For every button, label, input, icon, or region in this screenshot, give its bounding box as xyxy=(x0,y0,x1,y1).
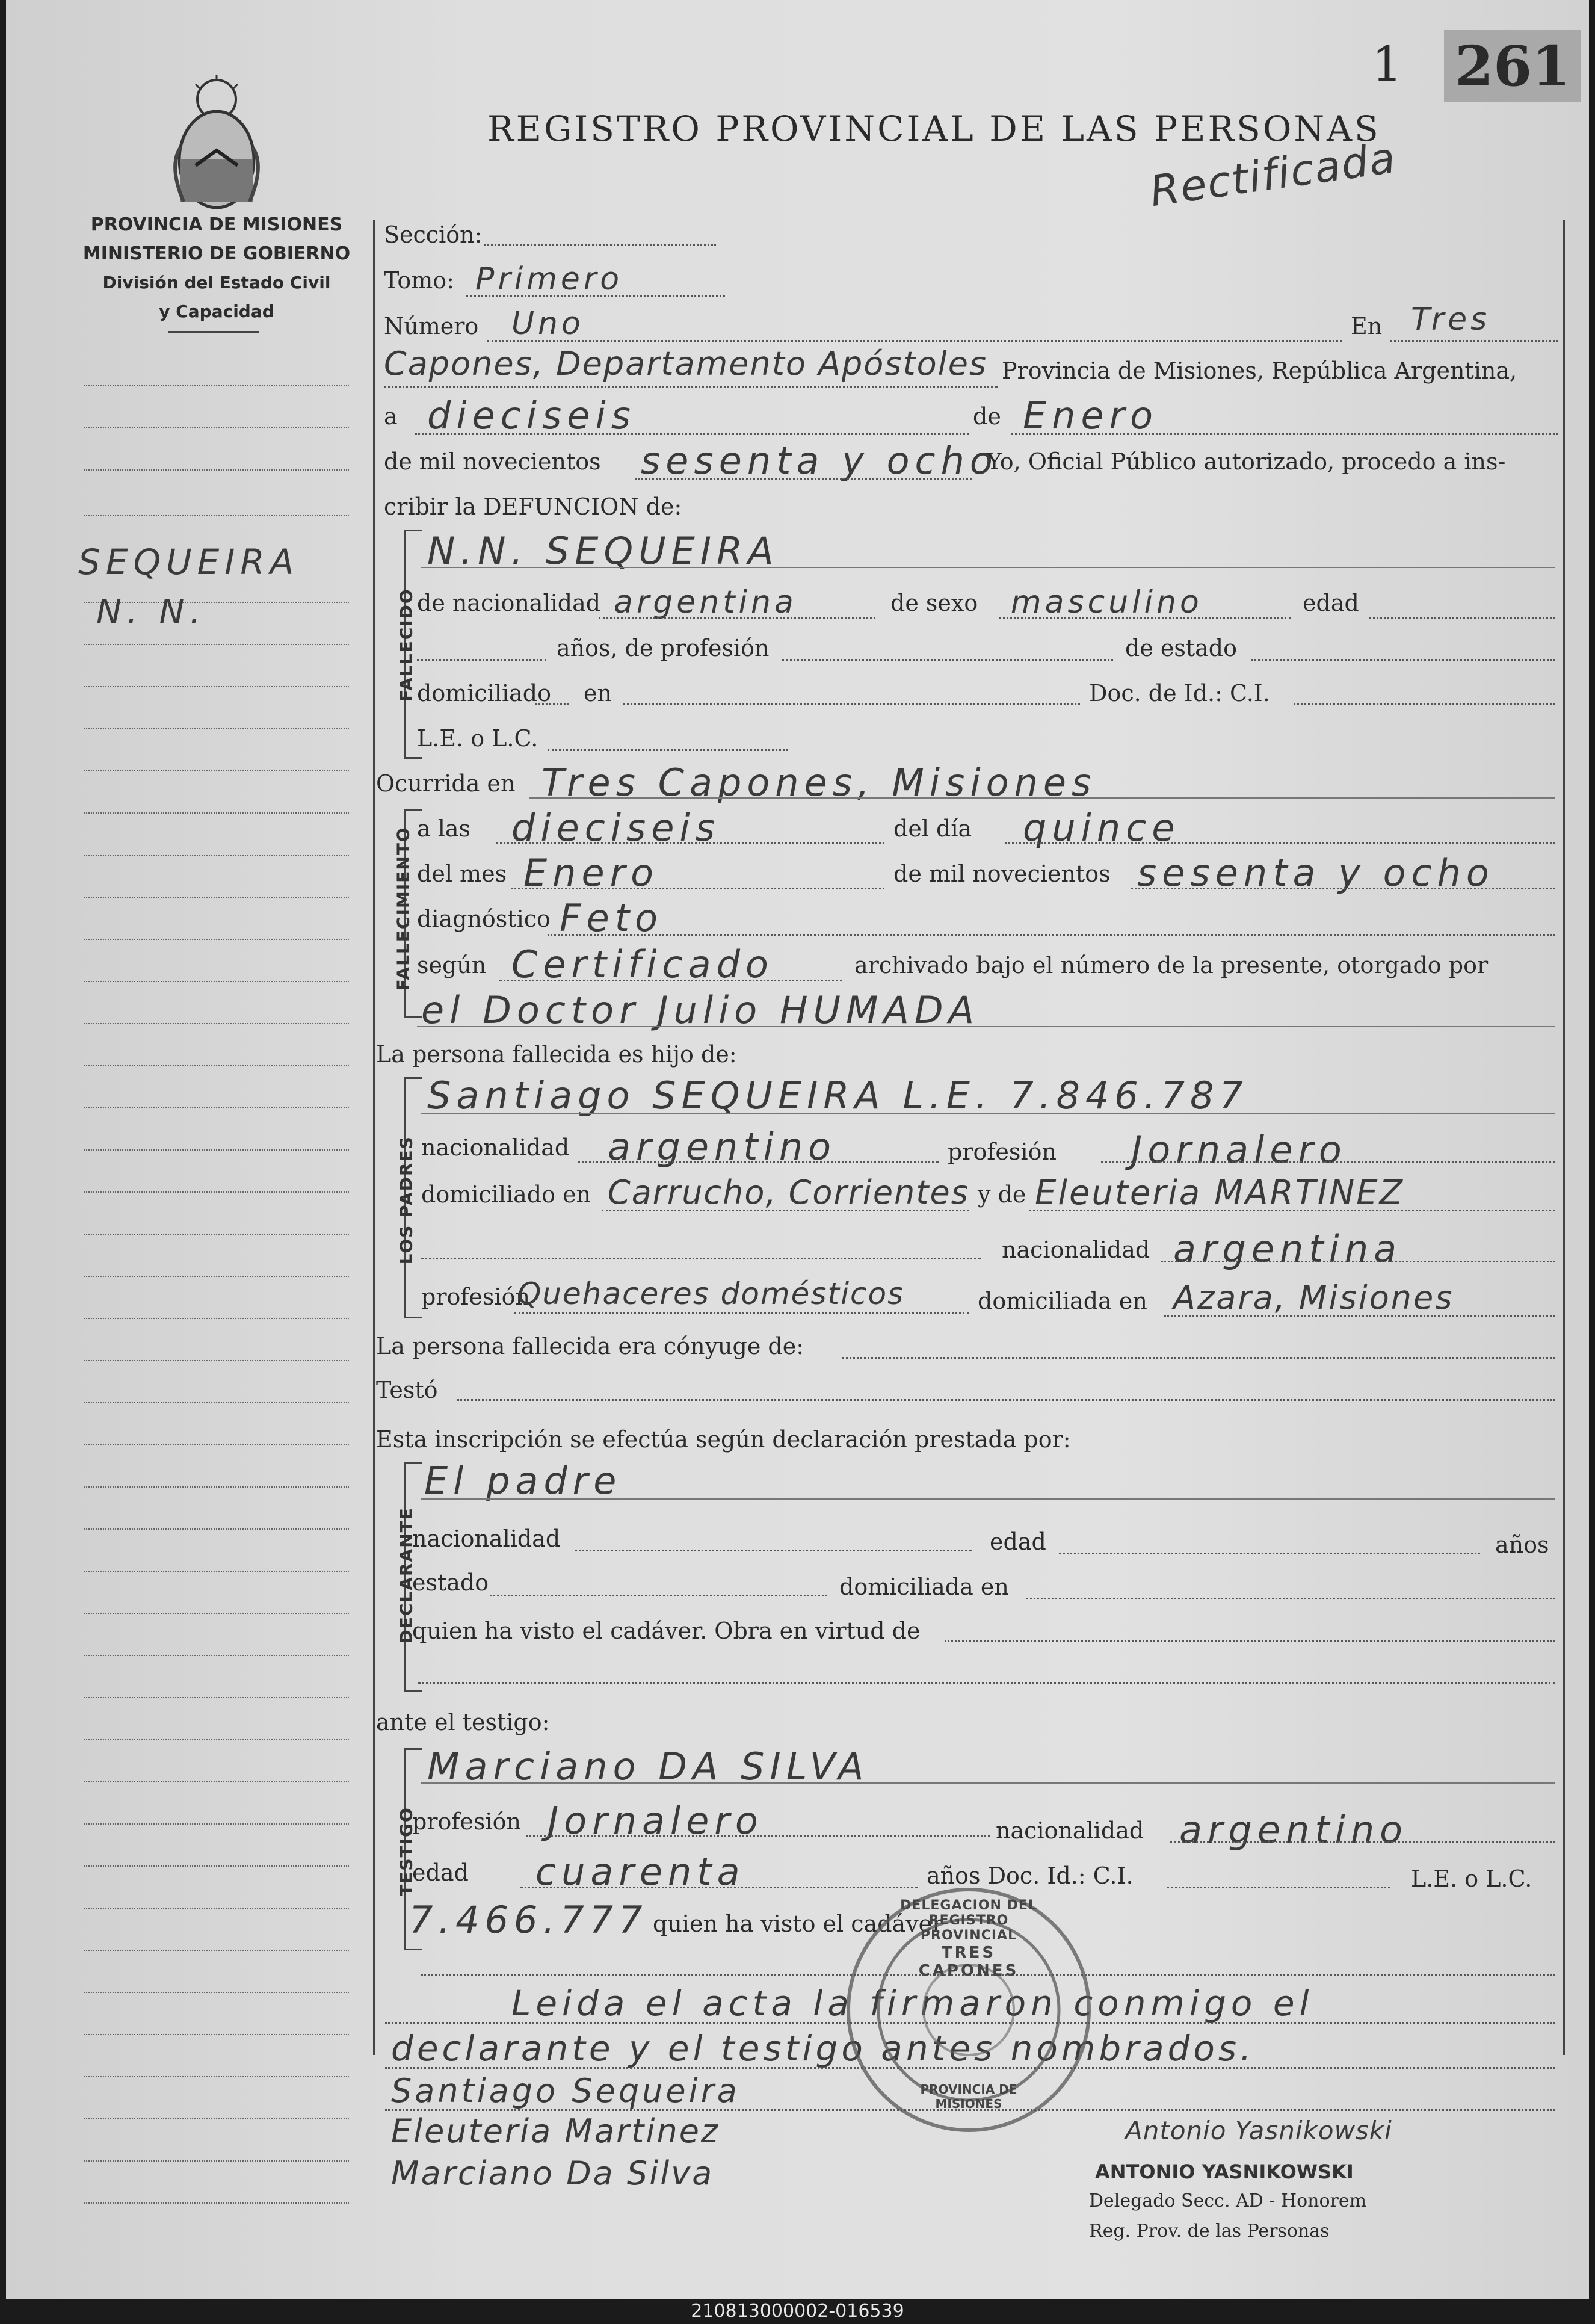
testigo-le-lc-label: L.E. o L.C. xyxy=(1411,1865,1532,1892)
lugar-line xyxy=(384,386,998,388)
page-title: REGISTRO PROVINCIAL DE LAS PERSONAS xyxy=(487,108,1381,149)
sexo-line xyxy=(999,617,1291,619)
dia-fallec-value: quince xyxy=(1023,806,1180,850)
hijo-label: La persona fallecida es hijo de: xyxy=(376,1041,737,1068)
firma-declarante: Santiago Sequeira xyxy=(391,2072,740,2110)
margin-given-name: N. N. xyxy=(96,593,206,632)
stamp-outer-text: DELEGACION DEL REGISTRO PROVINCIAL xyxy=(900,1898,1037,1943)
a-las-label: a las xyxy=(417,815,471,842)
ocurrida-value: Tres Capones, Misiones xyxy=(541,761,1097,805)
fallecido-name: N.N. SEQUEIRA xyxy=(427,529,779,573)
diagnostico-value: Feto xyxy=(560,896,664,940)
sexo-value: masculino xyxy=(1011,584,1203,620)
testigo-side-label: TESTIGO xyxy=(396,1806,416,1896)
ante-testigo-label: ante el testigo: xyxy=(376,1709,550,1735)
stamp-provincia-text: PROVINCIA DE MISIONES xyxy=(920,2082,1017,2111)
madre-extra-line xyxy=(421,1258,981,1259)
de-label: de xyxy=(973,403,1001,430)
anos-profesion-label: años, de profesión xyxy=(557,635,770,661)
madre-prof-value: Quehaceres domésticos xyxy=(517,1276,905,1311)
agency-line-1: PROVINCIA DE MISIONES xyxy=(90,214,343,235)
domicilio-line xyxy=(623,703,1080,705)
numero-line xyxy=(487,340,1342,342)
a-label: a xyxy=(384,403,398,430)
testo-label: Testó xyxy=(376,1377,438,1403)
officer-office: Reg. Prov. de las Personas xyxy=(1089,2220,1330,2242)
officer-signature: Antonio Yasnikowski xyxy=(1125,2116,1392,2145)
madre-nacionalidad-label: nacionalidad xyxy=(1002,1237,1150,1263)
madre-domiciliada-label: domiciliada en xyxy=(978,1288,1147,1314)
profesion-line xyxy=(782,659,1113,661)
mes-line xyxy=(1011,433,1558,435)
agency-line-3: División del Estado Civil xyxy=(102,273,331,292)
anio-fallec-line xyxy=(1131,888,1555,889)
madre-dom-value: Azara, Misiones xyxy=(1173,1279,1454,1317)
en-lower-label: en xyxy=(584,680,612,706)
tomo-label: Tomo: xyxy=(384,267,454,294)
ocurrida-line xyxy=(529,797,1555,799)
testigo-doc-value: 7.466.777 xyxy=(409,1898,648,1942)
yo-label: Yo, Oficial Público autorizado, procedo a ins- xyxy=(987,448,1506,475)
doc-line xyxy=(1294,703,1555,705)
de-nacionalidad-label: de nacionalidad xyxy=(417,590,601,616)
de-estado-label: de estado xyxy=(1125,635,1238,661)
y-de-label: y de xyxy=(978,1181,1026,1208)
conyuge-label: La persona fallecida era cónyuge de: xyxy=(376,1333,804,1359)
quien-visto2-label: quien ha visto el cadáver xyxy=(653,1911,943,1937)
declarante-value: El padre xyxy=(424,1459,622,1503)
testigo-profesion-label: profesión xyxy=(412,1808,521,1835)
madre-profesion-label: profesión xyxy=(421,1284,530,1310)
anio-line xyxy=(635,478,972,480)
testigo-edad-value: cuarenta xyxy=(535,1850,745,1894)
declarante-anos-label: años xyxy=(1495,1531,1549,1558)
madre-line xyxy=(1029,1210,1555,1211)
padre-dom-line xyxy=(602,1210,969,1211)
firma-testigo: Marciano Da Silva xyxy=(391,2154,714,2192)
coat-of-arms-icon xyxy=(168,75,265,214)
agency-line-4: y Capacidad xyxy=(159,301,274,321)
anio-fallec-value: sesenta y ocho xyxy=(1137,851,1495,895)
certificate-sheet xyxy=(6,0,1589,2299)
le-lc-label: L.E. o L.C. xyxy=(417,725,538,752)
del-mes-label: del mes xyxy=(417,861,507,887)
numero-value: Uno xyxy=(511,306,584,342)
mes-value: Enero xyxy=(1023,394,1159,437)
tomo-value: Primero xyxy=(475,261,623,297)
le-lc-line xyxy=(548,749,788,751)
doc-label: Doc. de Id.: C.I. xyxy=(1089,680,1270,706)
folio-number: 261 xyxy=(1444,30,1581,102)
frame-left-line xyxy=(373,220,375,2055)
cribir-label: cribir la DEFUNCION de: xyxy=(384,493,682,520)
padre-prof-line xyxy=(1101,1161,1555,1163)
firma-madre: Eleuteria Martinez xyxy=(391,2112,720,2150)
declarante-side-label: DECLARANTE xyxy=(396,1507,416,1644)
cierre-line-1: Leida el acta la firmaron conmigo el xyxy=(511,1983,1314,2024)
seccion-line xyxy=(484,244,716,246)
madre-dom-line xyxy=(1164,1315,1555,1317)
padre-nacionalidad-label: nacionalidad xyxy=(421,1134,570,1161)
padre-profesion-label: profesión xyxy=(948,1139,1057,1165)
diagnostico-label: diagnóstico xyxy=(417,906,551,932)
nacionalidad-line xyxy=(599,617,875,619)
ocurrida-label: Ocurrida en xyxy=(376,770,516,797)
de-sexo-label: de sexo xyxy=(890,590,978,616)
agency-underline xyxy=(168,331,259,333)
conyuge-line xyxy=(842,1357,1555,1359)
stamp-inner-text: TRES CAPONES xyxy=(918,1944,1019,1980)
hora-line xyxy=(496,842,884,844)
document-id: 210813000002-016539 xyxy=(0,2299,1595,2324)
seccion-label: Sección: xyxy=(384,221,483,248)
agency-line-2: MINISTERIO DE GOBIERNO xyxy=(82,243,351,264)
testigo-line xyxy=(421,1782,1555,1784)
edad-label: edad xyxy=(1303,590,1359,616)
quien-visto-label: quien ha visto el cadáver. Obra en virtud de xyxy=(412,1618,921,1644)
en-value: Tres xyxy=(1411,301,1491,338)
domiciliado-label: domiciliado xyxy=(417,680,551,706)
cierre-line-2: declarante y el testigo antes nombrados. xyxy=(391,2028,1255,2069)
padre-prof-value: Jornalero xyxy=(1131,1128,1347,1172)
dia-fallec-line xyxy=(1005,842,1555,844)
padre-name: Santiago SEQUEIRA L.E. 7.846.787 xyxy=(427,1074,1248,1117)
declarante-domiciliada-label: domiciliada en xyxy=(839,1574,1009,1600)
fallecimiento-side-label: FALLECIMIENTO xyxy=(393,826,413,991)
estado-line xyxy=(1251,659,1555,661)
anos-line xyxy=(417,659,546,661)
en-line xyxy=(1390,340,1558,342)
doctor-line xyxy=(417,1026,1555,1027)
testigo-prof-value: Jornalero xyxy=(548,1799,764,1843)
del-dia-label: del día xyxy=(893,815,972,842)
tomo-line xyxy=(466,295,725,297)
padre-dom-value: Carrucho, Corrientes xyxy=(608,1173,969,1211)
testigo-nacionalidad-label: nacionalidad xyxy=(996,1817,1144,1844)
testigo-name: Marciano DA SILVA xyxy=(427,1745,869,1788)
doctor-value: el Doctor Julio HUMADA xyxy=(421,988,980,1032)
hora-value: dieciseis xyxy=(511,806,721,850)
segun-value: Certificado xyxy=(511,942,774,986)
madre-nac-value: argentina xyxy=(1173,1227,1402,1271)
mes-fallec-line xyxy=(511,888,884,889)
madre-prof-line xyxy=(514,1312,969,1314)
dia-line xyxy=(415,433,969,435)
margin-surname: SEQUEIRA xyxy=(78,542,300,583)
edad-line xyxy=(1369,617,1555,619)
segun-line xyxy=(499,980,842,981)
testigo-edad-label: edad xyxy=(412,1859,469,1886)
de-mil2-label: de mil novecientos xyxy=(893,861,1111,887)
diagnostico-line xyxy=(548,934,1555,936)
agency-header xyxy=(72,211,361,326)
officer-role: Delegado Secc. AD - Honorem xyxy=(1089,2190,1367,2211)
anio-value: sesenta y ocho xyxy=(641,439,998,483)
page-number: 1 xyxy=(1372,36,1402,92)
rectificada-annotation: Rectificada xyxy=(1147,132,1399,217)
officer-name: ANTONIO YASNIKOWSKI xyxy=(1095,2160,1354,2183)
dia-value: dieciseis xyxy=(427,394,637,437)
declarante-nacionalidad-label: nacionalidad xyxy=(412,1525,561,1552)
padre-line xyxy=(421,1113,1555,1114)
fallecido-side-label: FALLECIDO xyxy=(396,588,416,702)
anos-doc-label: años Doc. Id.: C.I. xyxy=(927,1862,1134,1889)
declarante-line xyxy=(421,1498,1555,1500)
provincia-label: Provincia de Misiones, República Argentina, xyxy=(1002,357,1517,384)
fallecido-name-line xyxy=(421,567,1555,568)
numero-label: Número xyxy=(384,313,479,339)
padre-nac-value: argentino xyxy=(608,1125,837,1169)
official-stamp xyxy=(842,1884,1095,2136)
testo-line xyxy=(457,1399,1555,1401)
padre-nac-line xyxy=(578,1161,939,1163)
de-mil-label: de mil novecientos xyxy=(384,448,601,475)
en-label: En xyxy=(1351,313,1383,339)
lugar-value: Capones, Departamento Apóstoles xyxy=(384,345,988,383)
declarante-estado-label: estado xyxy=(412,1569,489,1596)
declarante-edad-label: edad xyxy=(990,1528,1046,1555)
padre-domiciliado-label: domiciliado en xyxy=(421,1181,591,1208)
frame-right-line xyxy=(1563,220,1565,2055)
testigo-nac-value: argentino xyxy=(1179,1808,1408,1852)
madre-name: Eleuteria MARTINEZ xyxy=(1035,1173,1404,1213)
mes-fallec-value: Enero xyxy=(523,851,659,895)
padres-side-label: LOS PADRES xyxy=(396,1136,416,1265)
segun-label: según xyxy=(417,952,487,978)
nacionalidad-value: argentina xyxy=(614,584,797,620)
inscripcion-label: Esta inscripción se efectúa según declaración prestada por: xyxy=(376,1426,1071,1453)
archivado-label: archivado bajo el número de la presente, otorgado por xyxy=(854,952,1489,978)
madre-nac-line xyxy=(1161,1261,1555,1262)
